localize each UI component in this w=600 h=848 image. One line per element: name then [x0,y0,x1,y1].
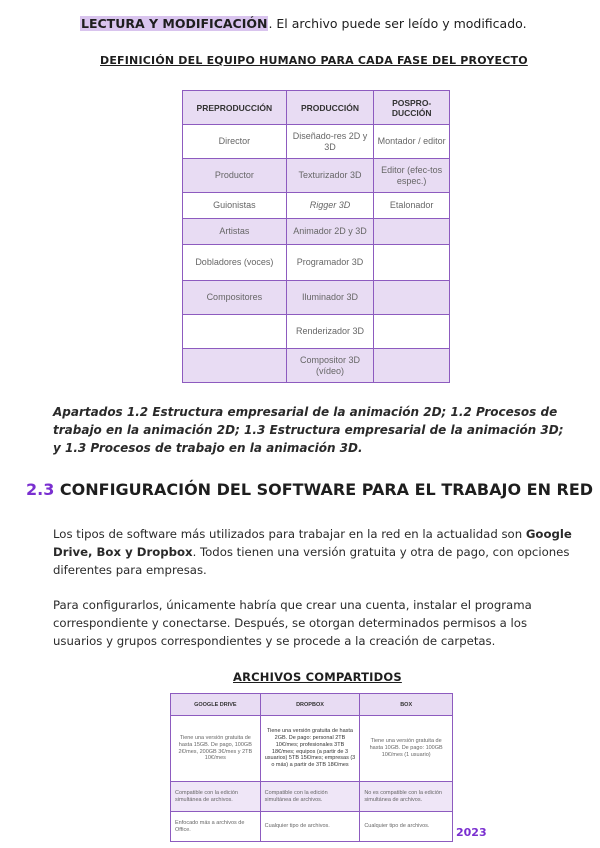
team-table [182,90,450,383]
table-cell [374,281,450,315]
shared-table-header-row [171,694,453,716]
team-table-title: DEFINICIÓN DEL EQUIPO HUMANO PARA CADA FASE DEL PROYECTO [100,54,528,67]
table-cell: Enfocado más a archivos de Office. [171,812,261,842]
header-google-drive: GOOGLE DRIVE [171,694,261,716]
shared-files-table [170,693,453,842]
table-cell: Editor (efec-tos espec.) [374,159,450,193]
table-cell: Cualquier tipo de archivos. [260,812,360,842]
table-row [183,159,450,193]
table-cell: Productor [183,159,287,193]
table-cell: Texturizador 3D [286,159,374,193]
table-cell: Cualquier tipo de archivos. [360,812,453,842]
table-cell: Tiene una versión gratuita de hasta 2GB. De pago: personal 2TB 10€/mes; profesionales 3TB 18€/mes; equipos (a partir de 3 usuarios) 5TB 15€/mes; empresas (3 o más) a partir de 3TB 18€/mes [260,716,360,782]
paragraph-config: Para configurarlos, únicamente habría que crear una cuenta, instalar el programa correspondiente y conectarse. Después, se otorgan determinados permisos a los usuarios y grupos correspondientes y se procede a la creación de carpetas. [53,598,532,648]
header-produccion: PRODUCCIÓN [286,91,374,125]
header-dropbox: DROPBOX [260,694,360,716]
table-cell: Diseñado-res 2D y 3D [286,125,374,159]
intro-line [80,16,527,31]
shared-table-title: ARCHIVOS COMPARTIDOS [233,670,402,684]
table-cell: Iluminador 3D [286,281,374,315]
table-row [171,812,453,842]
header-posproduccion: POSPRO-DUCCIÓN [374,91,450,125]
table-cell-italic: Rigger 3D [309,200,351,211]
table-cell [183,315,287,349]
table-cell: Renderizador 3D [286,315,374,349]
intro-highlight: LECTURA Y MODIFICACIÓN [81,16,268,31]
table-cell: Tiene una versión gratuita de hasta 15GB. De pago, 100GB 2€/mes, 200GB 3€/mes y 2TB 10€/mes [171,716,261,782]
table-cell: Compatible con la edición simultánea de archivos. [260,782,360,812]
section-heading [26,480,593,499]
table-row [183,245,450,281]
table-cell: Montador / editor [374,125,450,159]
footer-year: 2023 [456,826,487,839]
para1-post: . Todos tienen una versión gratuita y otra de pago, con opciones diferentes para empresas. [53,545,570,577]
table-row [171,782,453,812]
team-table-header-row [183,91,450,125]
table-row [183,219,450,245]
table-cell [374,349,450,383]
table-row [183,281,450,315]
para1-pre: Los tipos de software más utilizados para trabajar en la red en la actualidad son [53,527,526,541]
paragraph-software [53,525,573,579]
table-cell [374,245,450,281]
table-cell [374,315,450,349]
table-cell: Compositor 3D (vídeo) [286,349,374,383]
table-cell: Director [183,125,287,159]
table-cell: Compatible con la edición simultánea de archivos. [171,782,261,812]
table-cell [183,349,287,383]
table-cell: No es compatible con la edición simultánea de archivos. [360,782,453,812]
table-cell [286,193,374,219]
table-cell [374,219,450,245]
table-cell: Artistas [183,219,287,245]
para1-bold: Google Drive, Box y Dropbox [53,527,572,559]
caption-text: Apartados 1.2 Estructura empresarial de la animación 2D; 1.2 Procesos de trabajo en la animación 2D; 1.3 Estructura empresarial de la animación 3D; y 1.3 Procesos de trabajo en la animación 3D. [53,405,564,455]
table-cell: Etalonador [374,193,450,219]
header-preproduccion: PREPRODUCCIÓN [183,91,287,125]
table-row [183,125,450,159]
intro-text: . El archivo puede ser leído y modificado. [268,16,527,31]
section-number: 2.3 [26,480,55,499]
table-row [183,349,450,383]
table-cell: Animador 2D y 3D [286,219,374,245]
table-row [183,193,450,219]
table-cell: Guionistas [183,193,287,219]
header-box: BOX [360,694,453,716]
table-cell: Programador 3D [286,245,374,281]
table-cell: Dobladores (voces) [183,245,287,281]
section-title: CONFIGURACIÓN DEL SOFTWARE PARA EL TRABAJO EN RED [59,480,594,499]
table-cell: Compositores [183,281,287,315]
table-row [171,716,453,782]
table-row [183,315,450,349]
table-cell: Tiene una versión gratuita de hasta 10GB. De pago: 100GB 10€/mes (1 usuario) [360,716,453,782]
